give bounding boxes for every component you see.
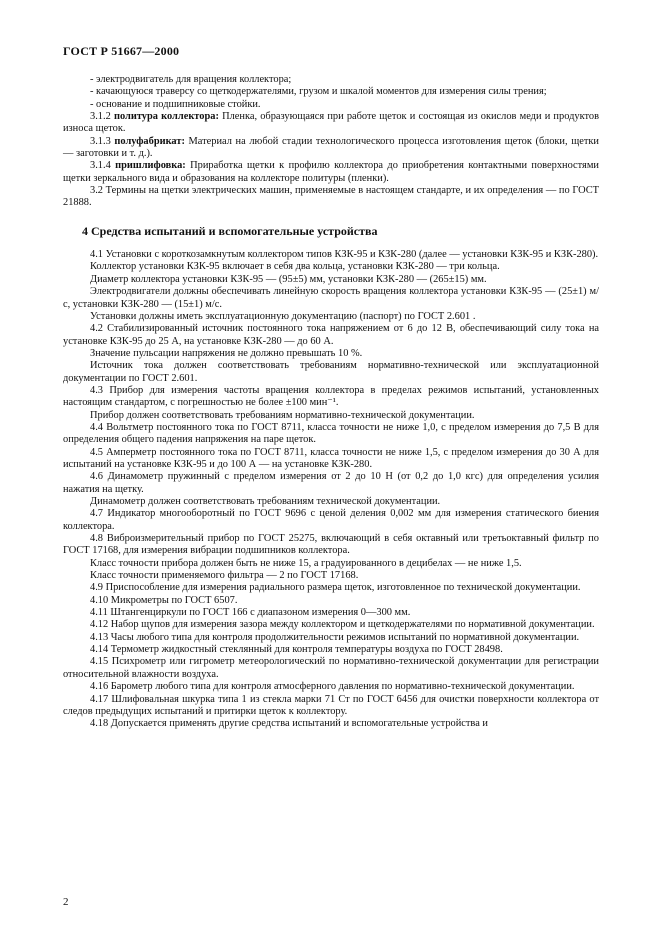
section-heading: 4 Средства испытаний и вспомогательные устройства xyxy=(82,223,378,238)
term-name: полуфабрикат: xyxy=(114,135,185,147)
paragraph: 4.11 Штангенциркули по ГОСТ 166 с диапазоном измерения 0—300 мм. xyxy=(90,607,411,619)
paragraph: 4.10 Микрометры по ГОСТ 6507. xyxy=(90,594,238,606)
list-item: - электродвигатель для вращения коллектора; xyxy=(90,74,292,85)
term-definition xyxy=(63,160,599,185)
paragraph: Источник тока должен соответствовать требованиям нормативно-технической или эксплуатационной документации по ГОСТ 2.601. xyxy=(63,360,599,384)
paragraph: Установки должны иметь эксплуатационную документацию (паспорт) по ГОСТ 2.601 . xyxy=(90,310,476,322)
paragraph: Прибор должен соответствовать требованиям нормативно-технической документации. xyxy=(90,409,475,421)
page-number: 2 xyxy=(63,896,69,908)
term-number: 3.1.3 xyxy=(90,135,111,147)
paragraph: 4.7 Индикатор многооборотный по ГОСТ 9696 с ценой деления 0,002 мм для измерения статического биения коллектора. xyxy=(63,508,599,532)
paragraph: 4.17 Шлифовальная шкурка типа 1 из стекла марки 71 Ст по ГОСТ 6456 для очистки поверхности коллектора от следов предыдущих испытаний и притирки щеток к коллектору. xyxy=(63,693,599,717)
term-number: 3.1.2 xyxy=(90,111,111,123)
page-header: ГОСТ Р 51667—2000 xyxy=(63,44,180,58)
paragraph: 4.1 Установки с короткозамкнутым коллектором типов КЗК-95 и КЗК-280 (далее — установки КЗК-95 и КЗК-280). xyxy=(90,249,599,261)
paragraph: 4.18 Допускается применять другие средства испытаний и вспомогательные устройства и xyxy=(90,718,488,730)
paragraph: 4.3 Прибор для измерения частоты вращения коллектора в пределах режимов испытаний, установленных настоящим стандартом, с погрешностью не более ±100 мин⁻¹. xyxy=(63,384,599,409)
paragraph: Электродвигатели должны обеспечивать линейную скорость вращения коллектора установки КЗК-95 — (25±1) м/с, установки КЗК-280 — (15±1) м/с. xyxy=(63,286,599,310)
paragraph: 4.15 Психрометр или гигрометр метеорологический по нормативно-технической документации для регистрации относительной влажности воздуха. xyxy=(63,656,599,680)
paragraph: 4.16 Барометр любого типа для контроля атмосферного давления по нормативно-технической документации. xyxy=(90,681,575,693)
paragraph: 4.13 Часы любого типа для контроля продолжительности режимов испытаний по нормативной документации. xyxy=(90,631,580,643)
paragraph: 4.2 Стабилизированный источник постоянного тока напряжением от 6 до 12 В, обеспечивающий силу тока на установке КЗК-95 до 25 А, на установке КЗК-280 — до 60 А. xyxy=(63,323,599,347)
paragraph: 4.4 Вольтметр постоянного тока по ГОСТ 8711, класса точности не ниже 1,0, с пределом измерения до 7,5 В для определения общего падения напряжения на паре щеток. xyxy=(63,421,599,446)
list-item: - качающуюся траверсу со щеткодержателями, грузом и шкалой моментов для измерения силы трения; xyxy=(90,86,547,98)
term-name: пришлифовка: xyxy=(115,160,186,172)
list-item: - основание и подшипниковые стойки. xyxy=(90,98,261,110)
document-body xyxy=(63,74,599,731)
term-text: Пленка, образующаяся при работе щеток и состоящая из окислов меди и продуктов износа щеток. xyxy=(63,111,599,135)
paragraph: 4.8 Виброизмерительный прибор по ГОСТ 25275, включающий в себя октавный или третьоктавный фильтр по ГОСТ 17168, для измерения вибрации подшипников коллектора. xyxy=(63,533,599,557)
paragraph: Динамометр должен соответствовать требованиям технической документации. xyxy=(90,496,441,507)
paragraph: 3.2 Термины на щетки электрических машин, применяемые в настоящем стандарте, и их определения — по ГОСТ 21888. xyxy=(63,185,599,209)
paragraph: Класс точности применяемого фильтра — 2 по ГОСТ 17168. xyxy=(90,570,359,582)
term-text: Материал на любой стадии технологического процесса изготовления щеток (блоки, щетки — заготовки и т. д.). xyxy=(63,135,599,160)
paragraph: Диаметр коллектора установки КЗК-95 — (95±5) мм, установки КЗК-280 — (265±15) мм. xyxy=(90,273,487,285)
paragraph: 4.14 Термометр жидкостный стеклянный для контроля температуры воздуха по ГОСТ 28498. xyxy=(90,644,503,656)
paragraph: Класс точности прибора должен быть не ниже 15, а градуированного в децибелах — не ниже 1,5. xyxy=(90,557,522,569)
paragraph: 4.5 Амперметр постоянного тока по ГОСТ 8711, класса точности не ниже 1,5, с пределом измерения до 30 А для испытаний на установке КЗК-95 и до 100 А — на установке КЗК-280. xyxy=(63,446,599,470)
term-definition xyxy=(63,111,599,136)
term-definition xyxy=(63,136,599,161)
term-name: политура коллектора: xyxy=(113,111,219,123)
paragraph: 4.9 Приспособление для измерения радиального размера щеток, изготовленное по технической документации. xyxy=(90,582,581,594)
paragraph: Значение пульсации напряжения не должно превышать 10 %. xyxy=(90,347,363,359)
paragraph: Коллектор установки КЗК-95 включает в себя два кольца, установки КЗК-280 — три кольца. xyxy=(90,261,500,273)
term-text: Приработка щетки к профилю коллектора до приобретения контактными поверхностями щетки зеркального вида и образования на коллекторе политуры (пленки). xyxy=(63,160,599,184)
paragraph: 4.6 Динамометр пружинный с пределом измерения от 2 до 10 Н (от 0,2 до 1,0 кгс) для определения усилия нажатия на щетку. xyxy=(63,471,599,495)
paragraph: 4.12 Набор щупов для измерения зазора между коллектором и щеткодержателями по нормативной документации. xyxy=(90,619,595,631)
term-number: 3.1.4 xyxy=(90,160,111,172)
